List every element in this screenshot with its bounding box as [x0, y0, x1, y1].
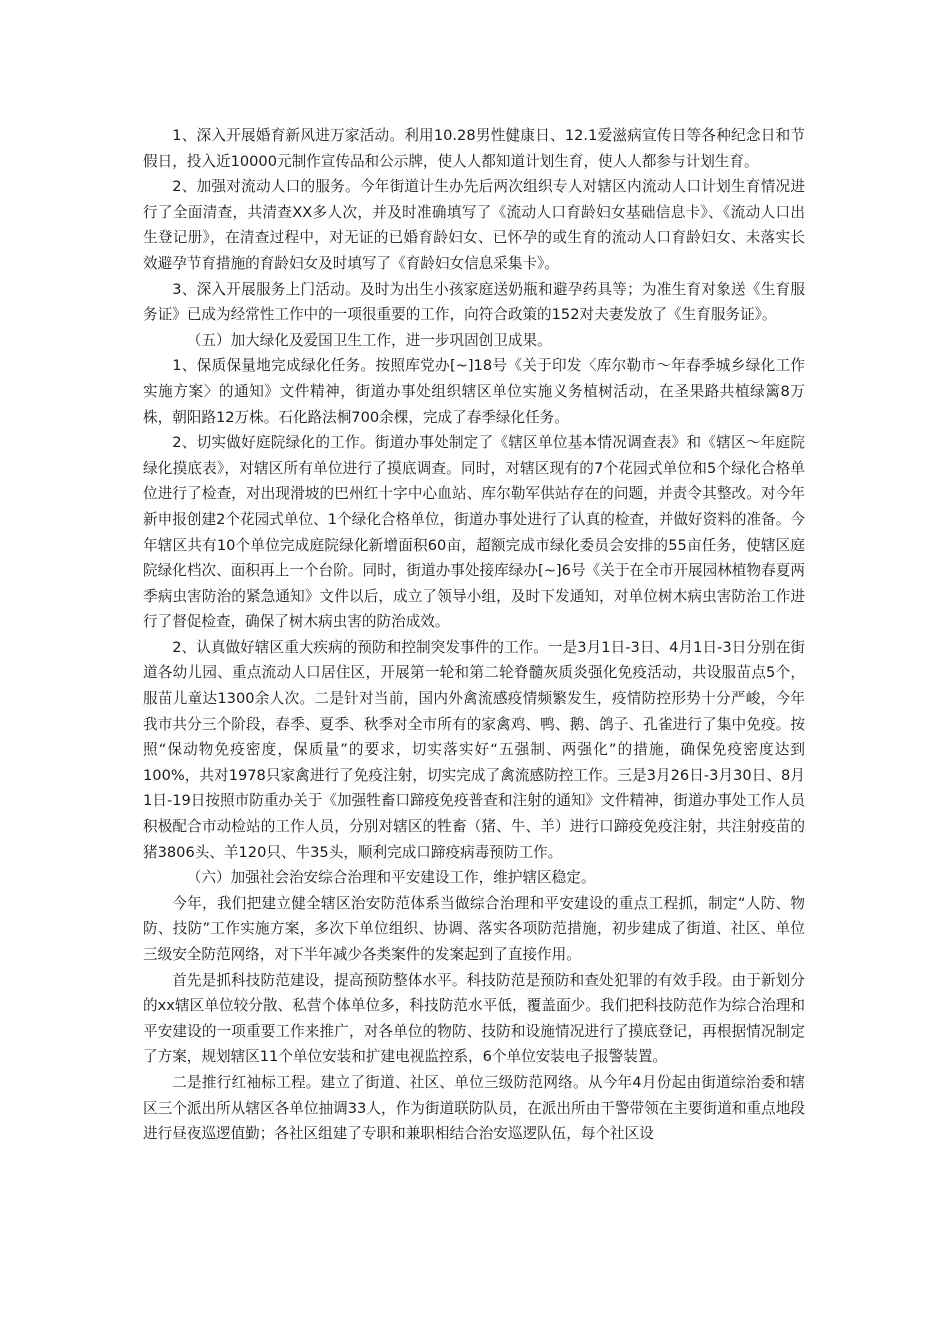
paragraph-door-to-door-service: 3、深入开展服务上门活动。及时为出生小孩家庭送奶瓶和避孕药具等；为准生育对象送《生育服务证》已成为经常性工作中的一项很重要的工作，向符合政策的152对夫妻发放了《生育服务证》。: [143, 280, 805, 324]
paragraph-greening-tasks: 1、保质保量地完成绿化任务。按照库党办[~]18号《关于印发〈库尔勒市～年春季城乡绿化工作实施方案〉的通知》文件精神，街道办事处组织辖区单位实施义务植树活动，在圣果路共植绿篱8万株，朝阳路12万株。石化路法桐700余棵，完成了春季绿化任务。: [143, 357, 805, 426]
paragraph-security-system: 今年，我们把建立健全辖区治安防范体系当做综合治理和平安建设的重点工程抓，制定“人防、物防、技防”工作实施方案，多次下单位组织、协调、落实各项防范措施，初步建成了街道、社区、单位三级安全防范网络，对下半年减少各类案件的发案起到了直接作用。: [143, 894, 805, 963]
paragraph-floating-population-service: 2、加强对流动人口的服务。今年街道计生办先后两次组织专人对辖区内流动人口计划生育情况进行了全面清查，共清查XX多人次，并及时准确填写了《流动人口育龄妇女基础信息卡》、《流动人口出生登记册》，在清查过程中，对无证的已婚育龄妇女、已怀孕的或生育的流动人口育龄妇女、未落实长效避孕节育措施的育龄妇女及时填写了《育龄妇女信息采集卡》。: [143, 178, 805, 272]
section-heading-public-security: （六）加强社会治安综合治理和平安建设工作，维护辖区稳定。: [186, 869, 596, 887]
section-heading-greening: （五）加大绿化及爱国卫生工作，进一步巩固创卫成果。: [186, 331, 552, 349]
paragraph-disease-prevention: 2、认真做好辖区重大疾病的预防和控制突发事件的工作。一是3月1日-3日、4月1日-3日分别在街道各幼儿园、重点流动人口居住区，开展第一轮和第二轮脊髓灰质炎强化免疫活动，共设服苗点5个，服苗儿童达1300余人次。二是针对当前，国内外禽流感疫情频繁发生，疫情防控形势十分严峻，今年我市共分三个阶段，春季、夏季、秋季对全市所有的家禽鸡、鸭、鹅、鸽子、孔雀进行了集中免疫。按照“保动物免疫密度，保质量”的要求，切实落实好“五强制、两强化”的措施，确保免疫密度达到100%，共对1978只家禽进行了免疫注射，切实完成了禽流感防控工作。三是3月26日-3月30日、8月1日-19日按照市防重办关于《加强牲畜口蹄疫免疫普查和注射的通知》文件精神，街道办事处工作人员积极配合市动检站的工作人员，分别对辖区的牲畜（猪、牛、羊）进行口蹄疫免疫注射，共注射疫苗的猪3806头、羊120只、牛35头，顺利完成口蹄疫病毒预防工作。: [143, 638, 805, 861]
paragraph-tech-prevention: 首先是抓科技防范建设，提高预防整体水平。科技防范是预防和查处犯罪的有效手段。由于新划分的xx辖区单位较分散、私营个体单位多，科技防范水平低，覆盖面少。我们把科技防范作为综合治理和平安建设的一项重要工作来推广，对各单位的物防、技防和设施情况进行了摸底登记，再根据情况制定了方案，规划辖区11个单位安装和扩建电视监控系，6个单位安装电子报警装置。: [143, 971, 805, 1066]
paragraph-family-planning-promotion: 1、深入开展婚育新风进万家活动。利用10.28男性健康日、12.1爱滋病宣传日等各种纪念日和节假日，投入近10000元制作宣传品和公示牌，使人人都知道计划生育，使人人都参与计划生育。: [143, 127, 805, 170]
paragraph-red-armband-project: 二是推行红袖标工程。建立了街道、社区、单位三级防范网络。从今年4月份起由街道综治委和辖区三个派出所从辖区各单位抽调33人，作为街道联防队员，在派出所由干警带领在主要街道和重点地段进行昼夜巡逻值勤；各社区组建了专职和兼职相结合治安巡逻队伍，每个社区设: [143, 1073, 805, 1143]
paragraph-courtyard-greening: 2、切实做好庭院绿化的工作。街道办事处制定了《辖区单位基本情况调查表》和《辖区～年庭院绿化摸底表》，对辖区所有单位进行了摸底调查。同时，对辖区现有的7个花园式单位和5个绿化合格单位进行了检查，对出现滑坡的巴州红十字中心血站、库尔勒军供站存在的问题，并责令其整改。对今年新申报创建2个花园式单位、1个绿化合格单位，街道办事处进行了认真的检查，并做好资料的准备。今年辖区共有10个单位完成庭院绿化新增面积60亩，超额完成市绿化委员会安排的55亩任务，使辖区庭院绿化档次、面积再上一个台阶。同时，街道办事处接库绿办[~]6号《关于在全市开展园林植物春夏两季病虫害防治的紧急通知》文件以后，成立了领导小组，及时下发通知，对单位树木病虫害防治工作进行了督促检查，确保了树木病虫害的防治成效。: [143, 434, 805, 631]
